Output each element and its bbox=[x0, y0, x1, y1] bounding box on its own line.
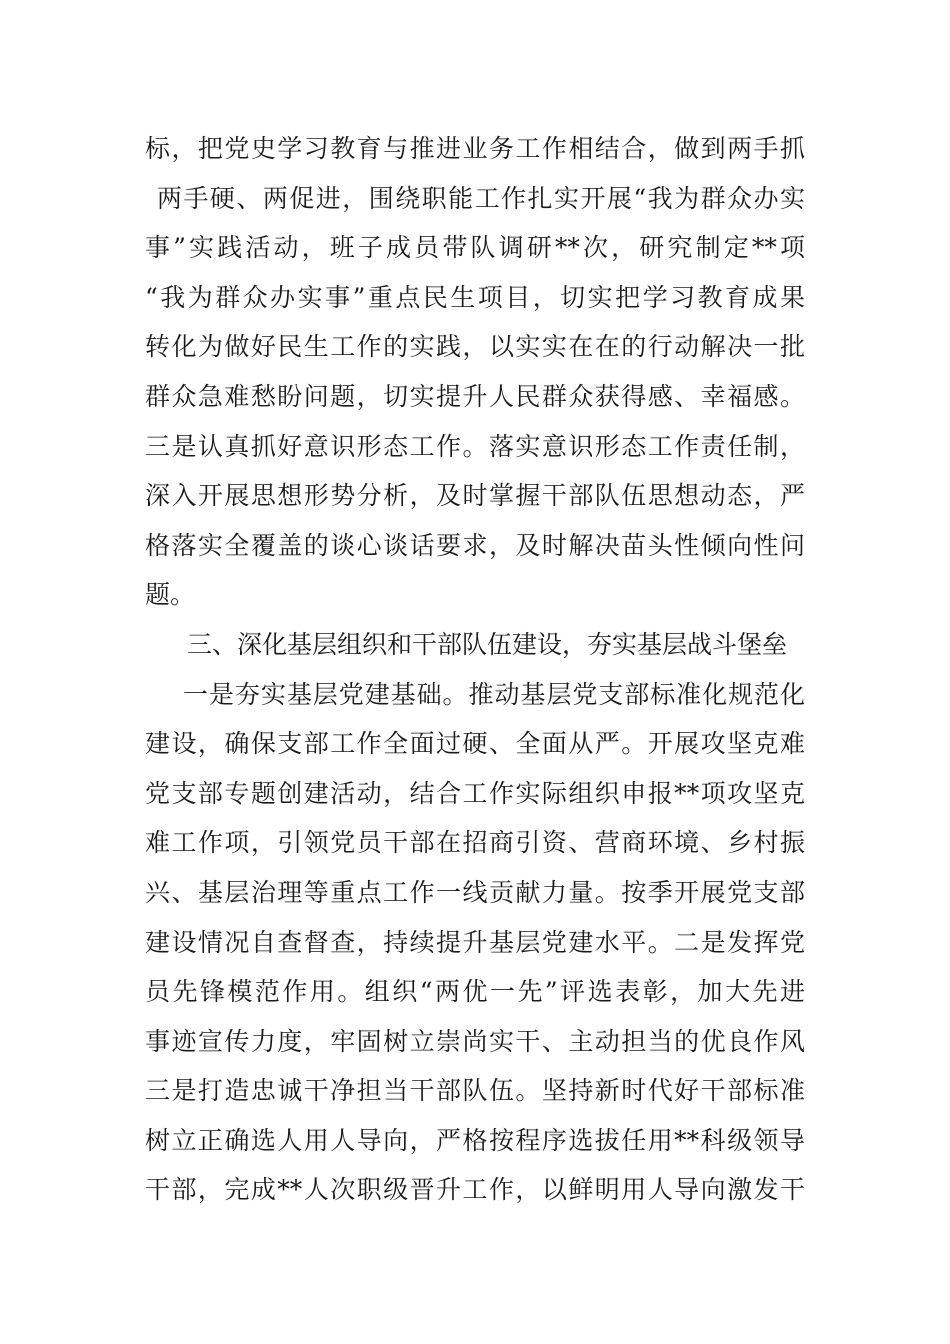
text-line-3: 事”实践活动，班子成员带队调研**次，研究制定**项 bbox=[145, 233, 805, 263]
text-line-16: 兴、基层治理等重点工作一线贡献力量。按季开展党支部 bbox=[145, 877, 805, 907]
text-line-2: 两手硬、两促进，围绕职能工作扎实开展“我为群众办实 bbox=[157, 183, 805, 213]
body-text bbox=[145, 124, 805, 1215]
text-line-15: 难工作项，引领党员干部在招商引资、营商环境、乡村振 bbox=[145, 828, 805, 858]
text-line-14: 党支部专题创建活动，结合工作实际组织申报**项攻坚克 bbox=[145, 778, 805, 808]
text-line-19: 事迹宣传力度，牢固树立崇尚实干、主动担当的优良作风 bbox=[145, 1026, 805, 1056]
text-line-5: 转化为做好民生工作的实践，以实实在在的行动解决一批 bbox=[145, 332, 805, 362]
text-line-12: 一是夯实基层党建基础。推动基层党支部标准化规范化 bbox=[183, 679, 805, 709]
text-line-4: “我为群众办实事”重点民生项目，切实把学习教育成果 bbox=[145, 282, 805, 312]
section-heading: 三、深化基层组织和干部队伍建设，夯实基层战斗堡垒 bbox=[187, 629, 788, 659]
text-line-22: 干部，完成**人次职级晋升工作，以鲜明用人导向激发干 bbox=[145, 1175, 805, 1205]
text-line-17: 建设情况自查督查，持续提升基层党建水平。二是发挥党 bbox=[145, 927, 805, 957]
text-line-9: 格落实全覆盖的谈心谈话要求，及时解决苗头性倾向性问 bbox=[145, 530, 805, 560]
text-line-8: 深入开展思想形势分析，及时掌握干部队伍思想动态，严 bbox=[145, 481, 805, 511]
text-line-7: 三是认真抓好意识形态工作。落实意识形态工作责任制， bbox=[145, 431, 805, 461]
text-line-20: 三是打造忠诚干净担当干部队伍。坚持新时代好干部标准 bbox=[145, 1076, 805, 1106]
text-line-6: 群众急难愁盼问题，切实提升人民群众获得感、幸福感。 bbox=[145, 381, 805, 411]
text-line-18: 员先锋模范作用。组织“两优一先”评选表彰，加大先进 bbox=[145, 977, 805, 1007]
text-line-1: 标，把党史学习教育与推进业务工作相结合，做到两手抓 bbox=[145, 134, 805, 163]
text-line-10: 题。 bbox=[145, 580, 196, 610]
text-line-13: 建设，确保支部工作全面过硬、全面从严。开展攻坚克难 bbox=[145, 729, 805, 759]
text-line-21: 树立正确选人用人导向，严格按程序选拔任用**科级领导 bbox=[145, 1125, 805, 1155]
